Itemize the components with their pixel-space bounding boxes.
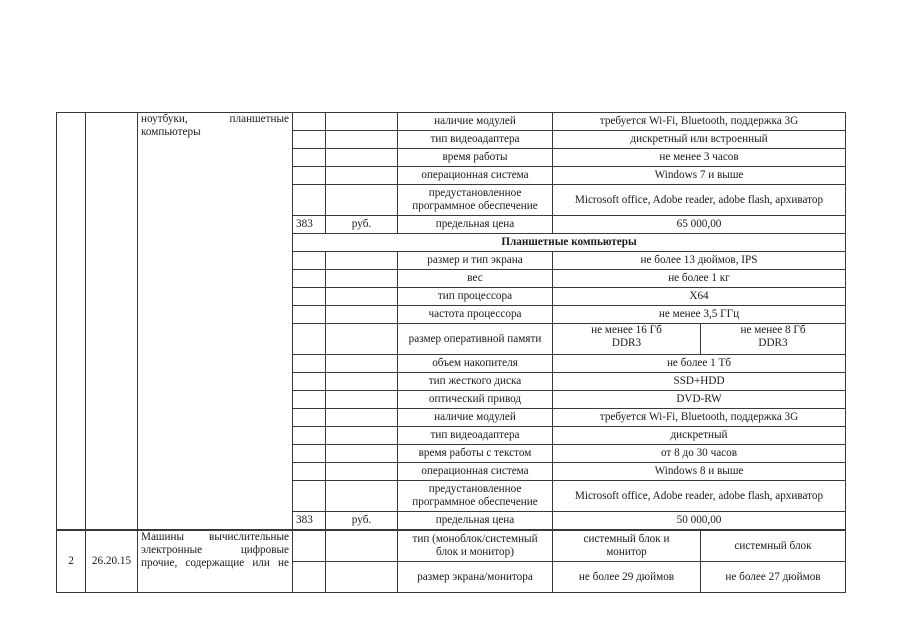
code-cell — [293, 306, 326, 324]
spec-table — [56, 112, 846, 530]
characteristic-value: Windows 8 и выше — [553, 463, 846, 481]
item-name-line: прочие, содержащие или не — [141, 557, 289, 569]
characteristic-label: частота процессора — [398, 306, 553, 324]
characteristic-value: требуется Wi-Fi, Bluetooth, поддержка 3G — [553, 113, 846, 131]
characteristic-label: операционная система — [398, 167, 553, 185]
unit-cell — [326, 562, 398, 593]
okei-code: 383 — [293, 216, 326, 234]
code-cell — [293, 131, 326, 149]
characteristic-value: Microsoft office, Adobe reader, adobe flash, архиватор — [553, 481, 846, 512]
label-line: предустановленное — [428, 483, 522, 495]
characteristic-label: наличие модулей — [398, 409, 553, 427]
unit-cell — [326, 409, 398, 427]
characteristic-label: предельная цена — [398, 512, 553, 530]
characteristic-value: системный блок — [701, 531, 846, 562]
item-number: 2 — [57, 531, 86, 593]
unit-cell — [326, 324, 398, 355]
price-value: 50 000,00 — [553, 512, 846, 530]
characteristic-label: наличие модулей — [398, 113, 553, 131]
code-cell — [293, 324, 326, 355]
label-line: предустановленное — [428, 187, 522, 199]
unit-cell — [326, 391, 398, 409]
characteristic-label: оптический привод — [398, 391, 553, 409]
characteristic-value: Microsoft office, Adobe reader, adobe flash, архиватор — [553, 185, 846, 216]
unit-cell — [326, 481, 398, 512]
characteristic-value: дискретный или встроенный — [553, 131, 846, 149]
characteristic-label: размер экрана/монитора — [398, 562, 553, 593]
code-cell — [293, 463, 326, 481]
value-line: DDR3 — [758, 337, 788, 349]
unit-cell — [326, 131, 398, 149]
unit-cell — [326, 463, 398, 481]
unit-cell — [326, 373, 398, 391]
characteristic-label: объем накопителя — [398, 355, 553, 373]
characteristic-value: X64 — [553, 288, 846, 306]
characteristic-value: не более 1 Тб — [553, 355, 846, 373]
characteristic-label: размер и тип экрана — [398, 252, 553, 270]
label-line: программное обеспечение — [412, 496, 538, 508]
code-cell — [293, 149, 326, 167]
code-cell — [293, 185, 326, 216]
characteristic-value: не более 1 кг — [553, 270, 846, 288]
code-cell — [293, 288, 326, 306]
code-cell — [293, 562, 326, 593]
category-cell — [138, 113, 293, 530]
characteristic-value — [553, 324, 701, 355]
characteristic-label: предельная цена — [398, 216, 553, 234]
characteristic-value: Windows 7 и выше — [553, 167, 846, 185]
characteristic-label: вес — [398, 270, 553, 288]
spec-table-item-2 — [56, 530, 846, 593]
unit-cell — [326, 288, 398, 306]
value-line: системный блок и — [583, 533, 670, 545]
label-line: программное обеспечение — [412, 200, 538, 212]
label-line: блок и монитор) — [436, 546, 514, 558]
unit-cell — [326, 270, 398, 288]
category-text-line: компьютеры — [141, 126, 201, 138]
characteristic-value: не более 27 дюймов — [701, 562, 846, 593]
characteristic-value: дискретный — [553, 427, 846, 445]
characteristic-value: не более 13 дюймов, IPS — [553, 252, 846, 270]
okei-code: 383 — [293, 512, 326, 530]
code-cell — [293, 481, 326, 512]
label-line: тип (моноблок/системный — [412, 533, 538, 545]
code-cell — [293, 113, 326, 131]
characteristic-value: SSD+HDD — [553, 373, 846, 391]
characteristic-value: от 8 до 30 часов — [553, 445, 846, 463]
code-cell — [293, 355, 326, 373]
unit-cell — [326, 252, 398, 270]
code-cell — [293, 445, 326, 463]
characteristic-value — [553, 531, 701, 562]
characteristic-label — [398, 531, 553, 562]
characteristic-value: DVD-RW — [553, 391, 846, 409]
unit-cell — [326, 531, 398, 562]
code-cell — [293, 252, 326, 270]
item-name-line: Машины вычислительные — [141, 531, 289, 543]
characteristic-label — [398, 481, 553, 512]
characteristic-label: размер оперативной памяти — [398, 324, 553, 355]
characteristic-label: тип видеоадаптера — [398, 131, 553, 149]
unit-cell — [326, 149, 398, 167]
unit-name: руб. — [326, 512, 398, 530]
characteristic-label: операционная система — [398, 463, 553, 481]
item-number-cell — [57, 113, 86, 530]
unit-cell — [326, 185, 398, 216]
table-row — [57, 113, 846, 131]
code-cell — [293, 391, 326, 409]
code-cell — [293, 531, 326, 562]
code-cell — [293, 373, 326, 391]
unit-cell — [326, 167, 398, 185]
unit-cell — [326, 306, 398, 324]
characteristic-label — [398, 185, 553, 216]
item-code: 26.20.15 — [86, 531, 138, 593]
unit-cell — [326, 113, 398, 131]
characteristic-value: не более 29 дюймов — [553, 562, 701, 593]
value-line: не менее 8 Гб — [740, 324, 806, 336]
item-code-cell — [86, 113, 138, 530]
value-line: DDR3 — [611, 337, 642, 349]
code-cell — [293, 427, 326, 445]
price-value: 65 000,00 — [553, 216, 846, 234]
value-line: не менее 16 Гб — [591, 324, 662, 336]
characteristic-label: время работы — [398, 149, 553, 167]
characteristic-value: не менее 3,5 ГГц — [553, 306, 846, 324]
unit-name: руб. — [326, 216, 398, 234]
unit-cell — [326, 427, 398, 445]
unit-cell — [326, 445, 398, 463]
item-name-line: электронные цифровые — [141, 544, 289, 556]
item-name — [138, 531, 293, 593]
unit-cell — [326, 355, 398, 373]
characteristic-label: тип процессора — [398, 288, 553, 306]
characteristic-label: тип видеоадаптера — [398, 427, 553, 445]
category-text-line: ноутбуки, планшетные — [141, 113, 289, 125]
document-page — [56, 112, 845, 593]
characteristic-label: тип жесткого диска — [398, 373, 553, 391]
characteristic-label: время работы с текстом — [398, 445, 553, 463]
section-heading: Планшетные компьютеры — [293, 234, 846, 252]
characteristic-value: не менее 3 часов — [553, 149, 846, 167]
code-cell — [293, 270, 326, 288]
value-line: монитор — [606, 546, 647, 558]
table-row — [57, 531, 846, 562]
code-cell — [293, 167, 326, 185]
code-cell — [293, 409, 326, 427]
characteristic-value: требуется Wi-Fi, Bluetooth, поддержка 3G — [553, 409, 846, 427]
characteristic-value — [701, 324, 846, 355]
